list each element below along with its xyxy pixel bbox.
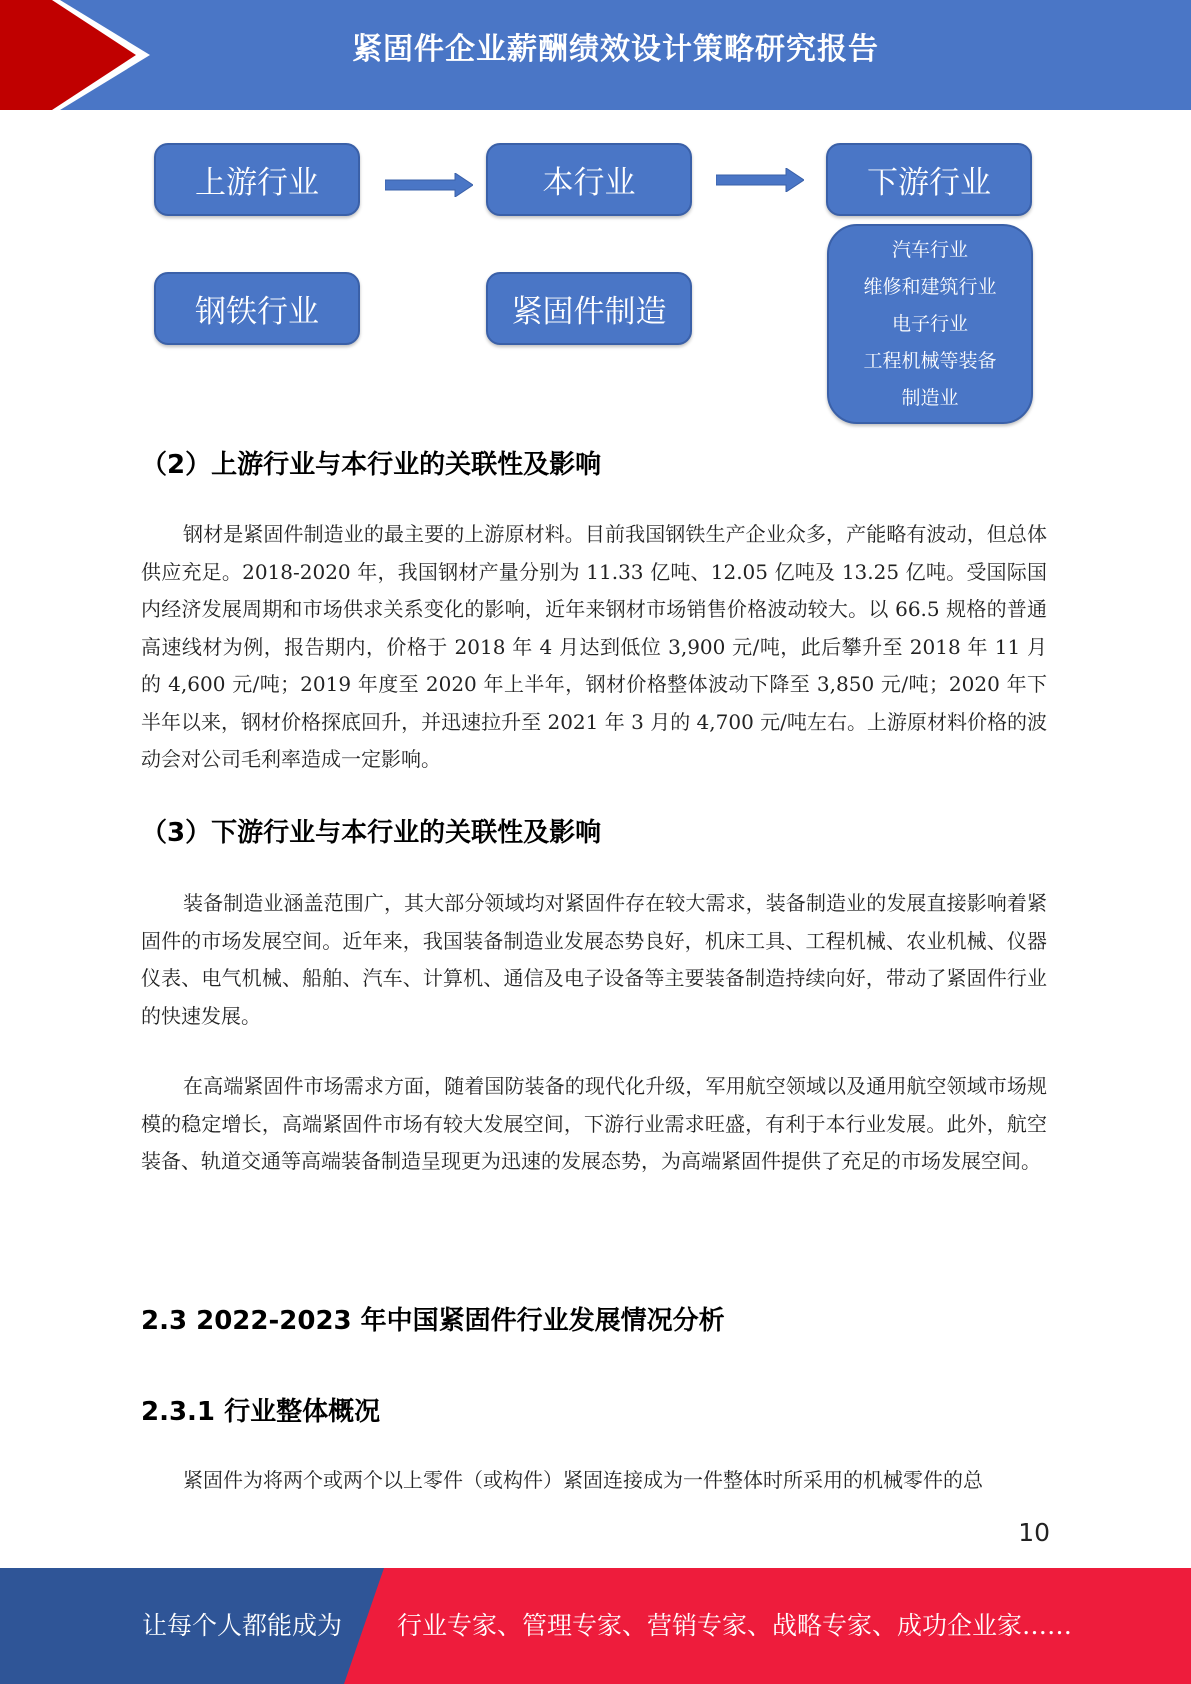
downstream-item: 工程机械等装备 — [863, 349, 997, 372]
section-2-3-1-heading: 2.3.1 行业整体概况 — [141, 1397, 381, 1427]
downstream-section-paragraph-1: 装备制造业涵盖范围广，其大部分领域均对紧固件存在较大需求，装备制造业的发展直接影响着紧固件的市场发展空间。近年来，我国装备制造业发展态势良好，机床工具、工程机械、农业机械、仪器仪表、电气机械、船舶、汽车、计算机、通信及电子设备等主要装备制造持续向好，带动了紧固件行业的快速发展。 — [141, 891, 1047, 1028]
header-banner — [0, 0, 1191, 110]
downstream-item: 制造业 — [901, 386, 959, 409]
page-number: 10 — [1018, 1518, 1050, 1547]
downstream-item: 维修和建筑行业 — [863, 275, 997, 298]
downstream-item: 电子行业 — [891, 312, 968, 335]
downstream-item: 汽车行业 — [891, 238, 968, 261]
section-2-3-1-paragraph: 紧固件为将两个或两个以上零件（或构件）紧固连接成为一件整体时所采用的机械零件的总 — [183, 1468, 983, 1492]
upstream-box: 上游行业 — [154, 143, 360, 216]
upstream-item-box: 钢铁行业 — [154, 272, 360, 345]
downstream-items-box — [827, 224, 1033, 424]
downstream-section-heading: （3）下游行业与本行业的关联性及影响 — [141, 818, 602, 848]
section-2-3-heading: 2.3 2022-2023 年中国紧固件行业发展情况分析 — [141, 1306, 725, 1336]
upstream-section-heading: （2）上游行业与本行业的关联性及影响 — [141, 450, 602, 480]
arrow-right-icon — [716, 168, 804, 192]
report-title: 紧固件企业薪酬绩效设计策略研究报告 — [352, 32, 879, 67]
industry-box: 本行业 — [486, 143, 692, 216]
downstream-box: 下游行业 — [826, 143, 1032, 216]
arrow-right-icon — [385, 173, 473, 197]
upstream-section-paragraph: 钢材是紧固件制造业的最主要的上游原材料。目前我国钢铁生产企业众多，产能略有波动，但总体供应充足。2018-2020 年，我国钢材产量分别为 11.33 亿吨、12.05 亿吨及 13.25 亿吨。受国际国内经济发展周期和市场供求关系变化的影响，近年来钢材市场销售价格波动较大。以 66.5 规格的普通高速线材为例，报告期内，价格于 2018 年 4 月达到低位 3,900 元/吨，此后攀升至 2018 年 11 月的 4,600 元/吨；2019 年度至 2020 年上半年，钢材价格整体波动下降至 3,850 元/吨；2020 年下半年以来，钢材价格探底回升，并迅速拉升至 2021 年 3 月的 4,700 元/吨左右。上游原材料价格的波动会对公司毛利率造成一定影响。 — [141, 522, 1047, 771]
footer-banner — [0, 1568, 1191, 1684]
footer-slogan-right: 行业专家、管理专家、营销专家、战略专家、成功企业家…… — [397, 1611, 1073, 1640]
footer-slogan-left: 让每个人都能成为 — [142, 1611, 343, 1640]
downstream-section-paragraph-2: 在高端紧固件市场需求方面，随着国防装备的现代化升级，军用航空领域以及通用航空领域市场规模的稳定增长，高端紧固件市场有较大发展空间，下游行业需求旺盛，有利于本行业发展。此外，航空装备、轨道交通等高端装备制造呈现更为迅速的发展态势，为高端紧固件提供了充足的市场发展空间。 — [141, 1074, 1047, 1173]
industry-item-box: 紧固件制造 — [486, 272, 692, 345]
